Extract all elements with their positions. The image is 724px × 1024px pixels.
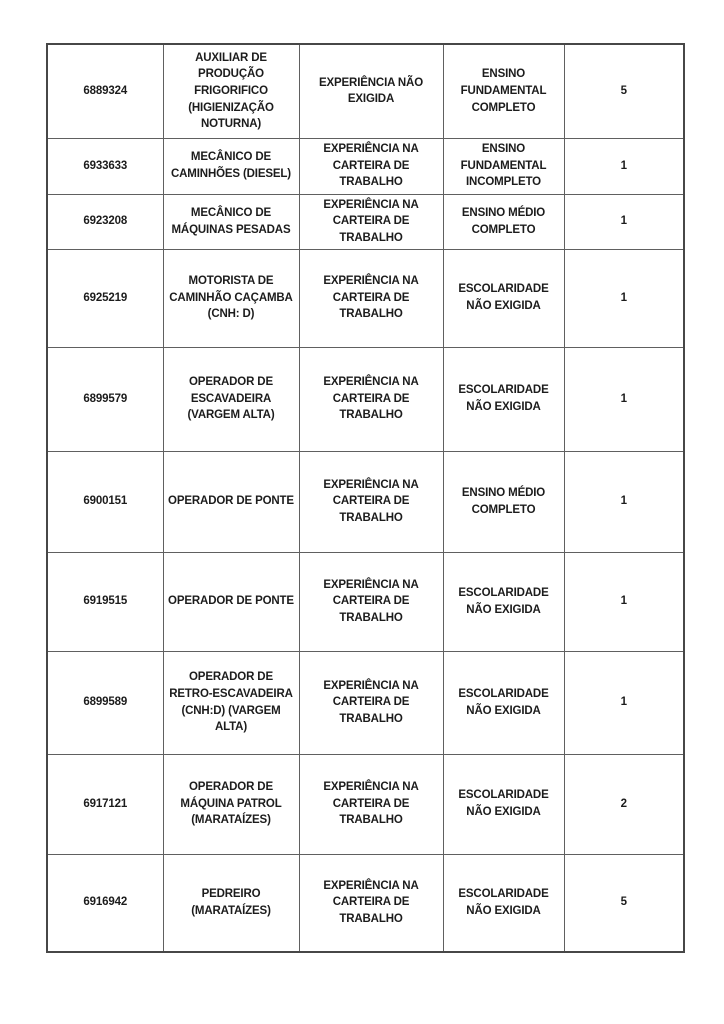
cell-experience-requirement: EXPERIÊNCIA NA CARTEIRA DE TRABALHO (299, 347, 443, 451)
cell-job-id: 6899589 (47, 651, 163, 754)
cell-occupation: OPERADOR DE MÁQUINA PATROL (MARATAÍZES) (163, 754, 299, 854)
table-row (47, 451, 684, 552)
cell-education-requirement: ESCOLARIDADE NÃO EXIGIDA (443, 552, 564, 651)
cell-occupation: MECÂNICO DE MÁQUINAS PESADAS (163, 194, 299, 249)
cell-experience-requirement: EXPERIÊNCIA NA CARTEIRA DE TRABALHO (299, 552, 443, 651)
cell-vacancy-count: 2 (564, 754, 684, 854)
cell-occupation: OPERADOR DE RETRO-ESCAVADEIRA (CNH:D) (VARGEM ALTA) (163, 651, 299, 754)
cell-education-requirement: ESCOLARIDADE NÃO EXIGIDA (443, 347, 564, 451)
table-body (47, 44, 684, 952)
cell-vacancy-count: 5 (564, 44, 684, 138)
cell-education-requirement: ENSINO FUNDAMENTAL INCOMPLETO (443, 138, 564, 194)
cell-experience-requirement: EXPERIÊNCIA NA CARTEIRA DE TRABALHO (299, 138, 443, 194)
cell-education-requirement: ENSINO FUNDAMENTAL COMPLETO (443, 44, 564, 138)
cell-vacancy-count: 5 (564, 854, 684, 952)
cell-experience-requirement: EXPERIÊNCIA NÃO EXIGIDA (299, 44, 443, 138)
cell-occupation: OPERADOR DE PONTE (163, 552, 299, 651)
cell-occupation: PEDREIRO (MARATAÍZES) (163, 854, 299, 952)
cell-job-id: 6899579 (47, 347, 163, 451)
cell-experience-requirement: EXPERIÊNCIA NA CARTEIRA DE TRABALHO (299, 194, 443, 249)
cell-job-id: 6889324 (47, 44, 163, 138)
table-row (47, 754, 684, 854)
table-row (47, 854, 684, 952)
cell-occupation: OPERADOR DE PONTE (163, 451, 299, 552)
table-row (47, 138, 684, 194)
cell-education-requirement: ENSINO MÉDIO COMPLETO (443, 451, 564, 552)
cell-experience-requirement: EXPERIÊNCIA NA CARTEIRA DE TRABALHO (299, 854, 443, 952)
cell-vacancy-count: 1 (564, 451, 684, 552)
job-vacancies-table (46, 43, 685, 953)
cell-job-id: 6923208 (47, 194, 163, 249)
cell-vacancy-count: 1 (564, 138, 684, 194)
cell-education-requirement: ESCOLARIDADE NÃO EXIGIDA (443, 651, 564, 754)
table-row (47, 651, 684, 754)
cell-vacancy-count: 1 (564, 249, 684, 347)
cell-experience-requirement: EXPERIÊNCIA NA CARTEIRA DE TRABALHO (299, 651, 443, 754)
cell-job-id: 6925219 (47, 249, 163, 347)
cell-occupation: MECÂNICO DE CAMINHÕES (DIESEL) (163, 138, 299, 194)
cell-vacancy-count: 1 (564, 194, 684, 249)
cell-occupation: MOTORISTA DE CAMINHÃO CAÇAMBA (CNH: D) (163, 249, 299, 347)
cell-education-requirement: ENSINO MÉDIO COMPLETO (443, 194, 564, 249)
cell-occupation: AUXILIAR DE PRODUÇÃO FRIGORIFICO (HIGIENIZAÇÃO NOTURNA) (163, 44, 299, 138)
cell-experience-requirement: EXPERIÊNCIA NA CARTEIRA DE TRABALHO (299, 451, 443, 552)
table-row (47, 194, 684, 249)
table-row (47, 44, 684, 138)
cell-education-requirement: ESCOLARIDADE NÃO EXIGIDA (443, 754, 564, 854)
cell-job-id: 6919515 (47, 552, 163, 651)
cell-vacancy-count: 1 (564, 552, 684, 651)
cell-experience-requirement: EXPERIÊNCIA NA CARTEIRA DE TRABALHO (299, 249, 443, 347)
cell-experience-requirement: EXPERIÊNCIA NA CARTEIRA DE TRABALHO (299, 754, 443, 854)
table-row (47, 347, 684, 451)
cell-education-requirement: ESCOLARIDADE NÃO EXIGIDA (443, 854, 564, 952)
table-row (47, 249, 684, 347)
cell-job-id: 6933633 (47, 138, 163, 194)
cell-job-id: 6900151 (47, 451, 163, 552)
cell-vacancy-count: 1 (564, 651, 684, 754)
cell-occupation: OPERADOR DE ESCAVADEIRA (VARGEM ALTA) (163, 347, 299, 451)
cell-education-requirement: ESCOLARIDADE NÃO EXIGIDA (443, 249, 564, 347)
cell-vacancy-count: 1 (564, 347, 684, 451)
table-row (47, 552, 684, 651)
cell-job-id: 6917121 (47, 754, 163, 854)
cell-job-id: 6916942 (47, 854, 163, 952)
